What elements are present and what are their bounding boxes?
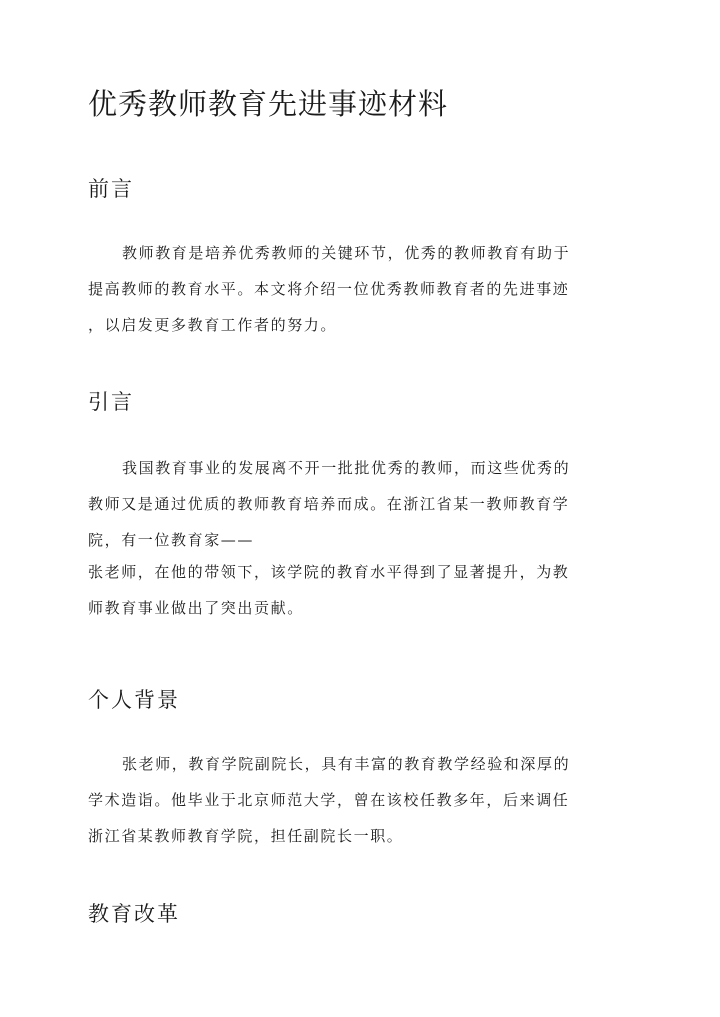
section-paragraph-preface — [88, 235, 633, 343]
document-title: 优秀教师教育先进事迹材料 — [88, 87, 449, 121]
paragraph-line: 教师教育是培养优秀教师的关键环节，优秀的教师教育有助于 — [122, 244, 571, 262]
paragraph-line: 提高教师的教育水平。本文将介绍一位优秀教师教育者的先进事迹 — [88, 280, 570, 298]
paragraph-line: 张老师，在他的带领下，该学院的教育水平得到了显著提升，为教 — [88, 563, 570, 581]
paragraph-line: 教师又是通过优质的教师教育培养而成。在浙江省某一教师教育学 — [88, 495, 570, 513]
paragraph-line: 学术造诣。他毕业于北京师范大学，曾在该校任教多年，后来调任 — [88, 791, 570, 809]
section-paragraph-introduction — [88, 450, 633, 626]
section-heading-preface: 前言 — [88, 177, 134, 201]
section-heading-introduction: 引言 — [88, 390, 134, 414]
section-heading-education-reform: 教育改革 — [88, 902, 180, 926]
paragraph-line: 师教育事业做出了突出贡献。 — [88, 599, 304, 617]
paragraph-line: 我国教育事业的发展离不开一批批优秀的教师，而这些优秀的 — [122, 459, 571, 477]
section-heading-background: 个人背景 — [88, 688, 180, 712]
paragraph-line: ，以启发更多教育工作者的努力。 — [88, 316, 338, 334]
section-paragraph-background — [88, 746, 633, 854]
paragraph-line: 张老师，教育学院副院长，具有丰富的教育教学经验和深厚的 — [122, 755, 571, 773]
paragraph-line: 院，有一位教育家—— — [88, 531, 255, 549]
paragraph-line: 浙江省某教师教育学院，担任副院长一职。 — [88, 827, 404, 845]
